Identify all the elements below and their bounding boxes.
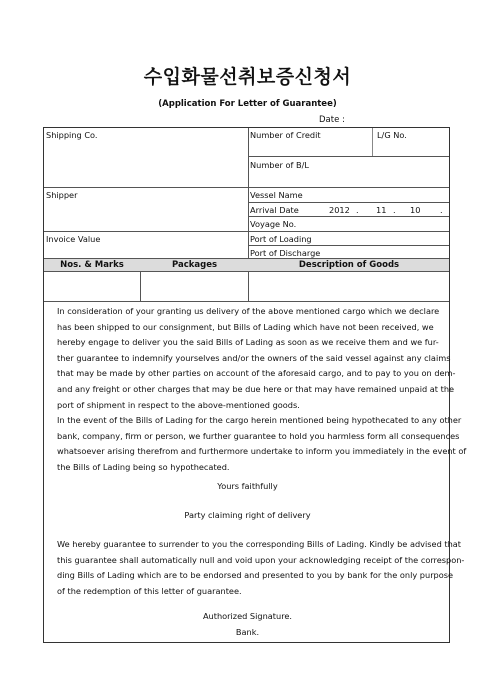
row-divider: [248, 202, 449, 203]
date-separator: .: [393, 205, 396, 215]
shipping-co-label: Shipping Co.: [46, 130, 98, 140]
terms-paragraph: [57, 304, 467, 476]
column-divider: [248, 128, 249, 301]
row-divider: [44, 271, 449, 272]
yours-faithfully: Yours faithfully: [217, 481, 278, 491]
vessel-name-label: Vessel Name: [250, 190, 303, 200]
document-title: 수입화물선취보증신청서: [143, 66, 352, 88]
nos-marks-header: Nos. & Marks: [60, 260, 124, 270]
row-divider: [248, 156, 449, 157]
text-line: port of shipment in respect to the above-mentioned goods.: [57, 399, 300, 410]
text-line: In consideration of your granting us delivery of the above mentioned cargo which we declare: [57, 306, 440, 316]
arrival-date-label: Arrival Date: [250, 205, 299, 215]
packages-header: Packages: [171, 260, 218, 270]
port-of-loading-label: Port of Loading: [250, 234, 312, 244]
port-of-discharge-label: Port of Discharge: [250, 248, 321, 258]
party-claiming-right: Party claiming right of delivery: [184, 510, 311, 520]
text-line: ther guarantee to indemnify yourselves and/or the owners of the said vessel against any claims: [57, 352, 451, 363]
document-subtitle: (Application For Letter of Guarantee): [158, 99, 337, 109]
row-divider: [44, 231, 248, 232]
guarantee-paragraph: [57, 537, 465, 599]
date-separator: .: [356, 205, 359, 215]
text-line: and any freight or other charges that may be due here or that may have remained unpaid at the: [57, 383, 455, 394]
text-line: bank, company, firm or person, we further guarantee to hold you harmless form all consequences: [57, 430, 460, 441]
text-line: that may be made by other parties on account of the aforesaid cargo, and to pay to you on dem-: [57, 368, 456, 379]
text-line: of the redemption of this letter of guarantee.: [57, 585, 242, 596]
text-line: In the event of the Bills of Lading for the cargo herein mentioned being hypothecated to any other: [57, 415, 462, 426]
arrival-year[interactable]: 2012: [329, 205, 350, 215]
lg-no-label: L/G No.: [377, 130, 407, 140]
row-divider: [248, 216, 449, 217]
voyage-no-label: Voyage No.: [250, 219, 297, 229]
text-line: has been shipped to our consignment, but Bills of Lading which have not been received, we: [57, 321, 434, 332]
number-of-credit-label: Number of Credit: [250, 130, 321, 140]
text-line: ding Bills of Lading which are to be endorsed and presented to you by bank for the only purpose: [57, 570, 454, 581]
date-separator: .: [440, 205, 443, 215]
row-divider: [248, 187, 449, 188]
row-divider: [248, 231, 449, 232]
row-divider: [44, 187, 248, 188]
number-of-bl-label: Number of B/L: [250, 160, 309, 170]
shipper-label: Shipper: [46, 190, 78, 200]
authorized-signature[interactable]: Authorized Signature.: [202, 611, 293, 621]
invoice-value-label: Invoice Value: [46, 234, 101, 244]
text-line: We hereby guarantee to surrender to you the corresponding Bills of Lading. Kindly be advised that: [57, 539, 462, 549]
date-label[interactable]: Date :: [319, 115, 345, 125]
description-of-goods-header: Description of Goods: [298, 260, 400, 270]
text-line: whatsoever arising therefrom and furthermore undertake to inform you immediately in the event of: [57, 446, 467, 457]
arrival-day[interactable]: 10: [410, 205, 421, 215]
row-divider: [248, 245, 449, 246]
text-line: this guarantee shall automatically null and void upon your acknowledging receipt of the correspon-: [57, 554, 465, 565]
text-line: the Bills of Lading being so hypothecated.: [57, 461, 230, 472]
bank-signature: Bank.: [235, 627, 260, 637]
column-divider: [372, 128, 373, 156]
row-divider: [44, 301, 449, 302]
arrival-month[interactable]: 11: [376, 205, 387, 215]
guarantee-form: [43, 127, 467, 643]
text-line: hereby engage to deliver you the said Bills of Lading as soon as we receive them and we fur-: [57, 337, 439, 348]
